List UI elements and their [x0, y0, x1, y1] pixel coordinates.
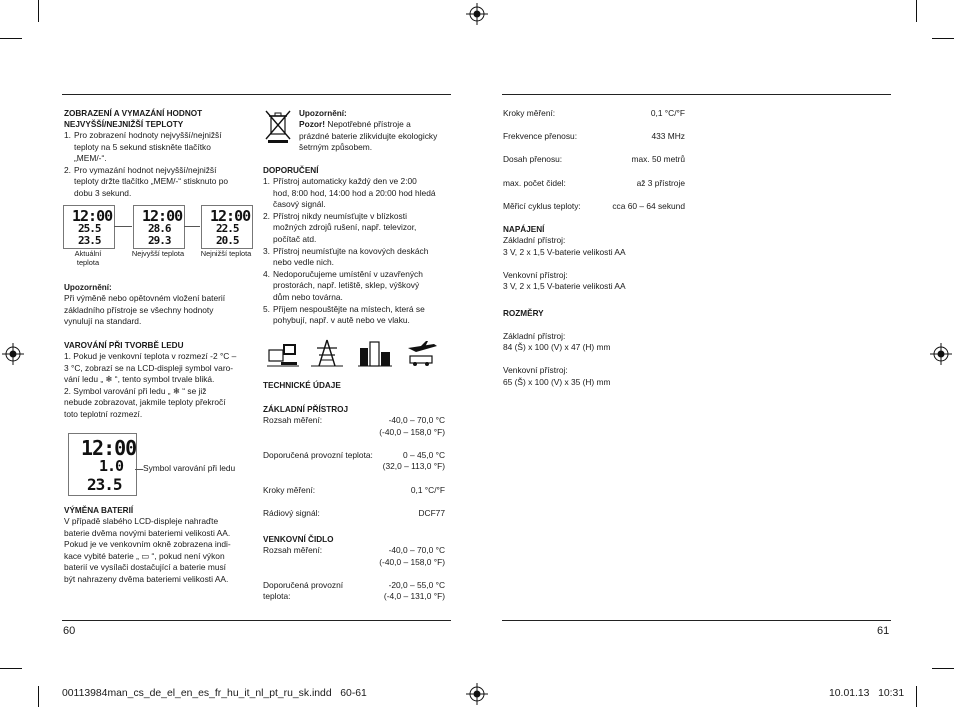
crop-mark — [916, 686, 917, 707]
left-column — [64, 108, 254, 200]
list-item: 2. Pro vymazání hodnot nejvyšší/nejnižší teploty držte tlačítko „MEM/-“ stisknuto po dobu 3 sekund. — [64, 164, 229, 198]
crop-mark — [916, 0, 917, 22]
disposal-warning: Upozornění: Pozor! Nepotřebné přístroje a prázdné baterie zlikvidujte ekologicky šetrným způsobem. — [299, 109, 438, 153]
note-reset: Upozornění: Při výměně nebo opětovném vložení baterií základního přístroje se všechny hodnoty vynulují na standard. — [64, 283, 226, 327]
caption-ice-symbol: Symbol varování při ledu — [143, 463, 236, 473]
top-rule-left — [62, 94, 451, 95]
airplane-vehicle-icon — [404, 338, 440, 368]
spec-row: (-40,0 – 158,0 °F) — [379, 426, 445, 437]
bottom-rule-left — [62, 620, 451, 621]
spec-row: Kroky měření: 0,1 °C/°F — [503, 108, 685, 118]
spec-row: (32,0 – 113,0 °F) — [382, 461, 445, 472]
caption-current: Aktuální teplota — [74, 249, 102, 267]
spec-row: Rádiový signál: DCF77 — [263, 507, 445, 518]
right-spec-list — [503, 108, 685, 212]
crop-mark — [38, 686, 39, 707]
spec-row: Měřicí cyklus teploty: cca 60 – 64 sekund — [503, 200, 685, 211]
spec-row: Doporučená provozní -20,0 – 55,0 °C — [263, 579, 445, 590]
spec-row: (-40,0 – 158,0 °F) — [379, 556, 445, 567]
section-power: NAPÁJENÍ Základní přístroj: 3 V, 2 x 1,5 V-baterie velikosti AA Venkovní přístroj: 3 V, 2 x 1,5 V-baterie velikosti AA — [503, 225, 626, 292]
crop-mark — [0, 38, 22, 39]
connector-line — [184, 226, 200, 227]
power-tower-icon — [311, 338, 343, 368]
outdoor-sensor-specs: VENKOVNÍ ČIDLO Rozsah měření: -40,0 – 70,0 °C (-40,0 – 158,0 °F) Doporučená provozní -20,0 – 55,0 °C teplota: (-4,0 – 131,0 °F) — [263, 535, 445, 602]
crop-mark — [0, 668, 22, 669]
spec-row: Doporučená provozní teplota: 0 – 45,0 °C — [263, 449, 445, 460]
lcd-ice-warning: 12:00 1.0 23.5 — [68, 433, 137, 496]
connector-line — [135, 469, 143, 470]
registration-mark-icon — [930, 343, 952, 365]
list-item: 1. Pro zobrazení hodnoty nejvyšší/nejnižší teploty na 5 sekund stiskněte tlačítko „MEM/-“. — [64, 130, 222, 164]
section-recommendations: DOPORUČENÍ 1. Přístroj automaticky každý den ve 2:00 hod, 8:00 hod, 14:00 hod a 20:00 hod hledá časový signál. 2. Přístroj nikdy neumísťujte v blízkosti možných zdrojů rušení, např. televizor, počítač atd. 3. Přístroj neumísťujte na kovových deskách nebo vedle nich. 4. Nedoporučujeme umístění v uzavřených prostorách, např. letiště, sklep, výškový dům nebo továrna. 5. Příjem nespouštějte na místech, která se pohybují, např. v autě nebo ve vlaku. — [263, 165, 453, 327]
lcd-current: 12:00 25.5 23.5 — [63, 205, 115, 249]
registration-mark-icon — [466, 3, 488, 25]
spec-row: Rozsah měření: -40,0 – 70,0 °C — [263, 545, 445, 555]
list-item: 5. Příjem nespouštějte na místech, která se pohybují, např. v autě nebo ve vlaku. — [263, 303, 425, 326]
spec-row: Frekvence přenosu: 433 MHz — [503, 131, 685, 142]
print-date: 10.01.13 10:31 — [829, 688, 905, 699]
list-item: 3. Přístroj neumísťujte na kovových deskách nebo vedle nich. — [263, 245, 429, 268]
crossed-out-bin-icon — [264, 108, 292, 144]
lcd-highest: 12:00 28.6 29.3 — [133, 205, 185, 249]
section-dimensions: ROZMĚRY Základní přístroj: 84 (Š) x 100 (V) x 47 (H) mm Venkovní přístroj: 65 (Š) x 100 (V) x 35 (H) mm — [503, 309, 611, 387]
crop-mark — [38, 0, 39, 22]
min-max-list — [64, 130, 254, 200]
connector-line — [114, 226, 132, 227]
list-item: 1. Přístroj automaticky každý den ve 2:00 hod, 8:00 hod, 14:00 hod a 20:00 hod hledá časový signál. — [263, 176, 436, 210]
top-rule-right — [502, 94, 891, 95]
caption-lowest: Nejnižší teplota — [200, 249, 252, 258]
section-battery: VÝMĚNA BATERIÍ V případě slabého LCD-displeje nahraďte baterie dvěma novými bateriemi velikosti AA. Pokud je ve venkovním okně zobrazena indi- kace vybité baterie „ ▭ “, pokud není výkon baterií ve vysílači dostačující a baterie musí být nahrazeny dvěma bateriemi velikosti AA. — [64, 506, 231, 584]
caption-highest: Nejvyšší teplota — [131, 249, 185, 258]
buildings-icon — [358, 338, 392, 368]
spec-row: teplota: (-4,0 – 131,0 °F) — [263, 591, 445, 602]
tv-computer-icon — [267, 340, 299, 368]
spec-row: max. počet čidel: až 3 přístroje — [503, 177, 685, 188]
heading-tech-specs: TECHNICKÉ ÚDAJE — [263, 381, 341, 390]
crop-mark — [932, 668, 954, 669]
list-item: 2. Přístroj nikdy neumísťujte v blízkosti možných zdrojů rušení, např. televizor, počítač atd. — [263, 210, 417, 244]
spec-row: Kroky měření: 0,1 °C/°F — [263, 484, 445, 495]
bottom-rule-right — [502, 620, 891, 621]
file-slug: 00113984man_cs_de_el_en_es_fr_hu_it_nl_pt_ru_sk.indd 60-61 — [62, 688, 367, 699]
page-number-left: 60 — [63, 625, 76, 637]
crop-mark — [932, 38, 954, 39]
base-unit-specs: ZÁKLADNÍ PŘÍSTROJ Rozsah měření: -40,0 – 70,0 °C (-40,0 – 158,0 °F) Doporučená provozní teplota: 0 – 45,0 °C (32,0 – 113,0 °F) Kroky měření: 0,1 °C/°F Rádiový signál: DCF77 — [263, 405, 445, 518]
section-ice-warning: VAROVÁNÍ PŘI TVORBĚ LEDU 1. Pokud je venkovní teplota v rozmezí -2 °C – 3 °C, zobrazí se na LCD-displeji symbol varo- vání ledu „ ❄ “, tento symbol trvale bliká. 2. Symbol varování při ledu „ ❄ “ se již nebude zobrazovat, jakmile teploty překročí toto teplotní rozmezí. — [64, 341, 237, 419]
registration-mark-icon — [2, 343, 24, 365]
lcd-lowest: 12:00 22.5 20.5 — [201, 205, 253, 249]
spec-row: Dosah přenosu: max. 50 metrů — [503, 154, 685, 165]
spec-row: Rozsah měření: -40,0 – 70,0 °C — [263, 415, 445, 425]
page-number-right: 61 — [877, 625, 890, 637]
list-item: 4. Nedoporučujeme umístění v uzavřených prostorách, např. letiště, sklep, výškový dům nebo továrna. — [263, 268, 423, 302]
registration-mark-icon — [466, 683, 488, 705]
heading-min-max: ZOBRAZENÍ A VYMAZÁNÍ HODNOT NEJVYŠŠÍ/NEJNIŽŠÍ TEPLOTY — [64, 109, 203, 129]
